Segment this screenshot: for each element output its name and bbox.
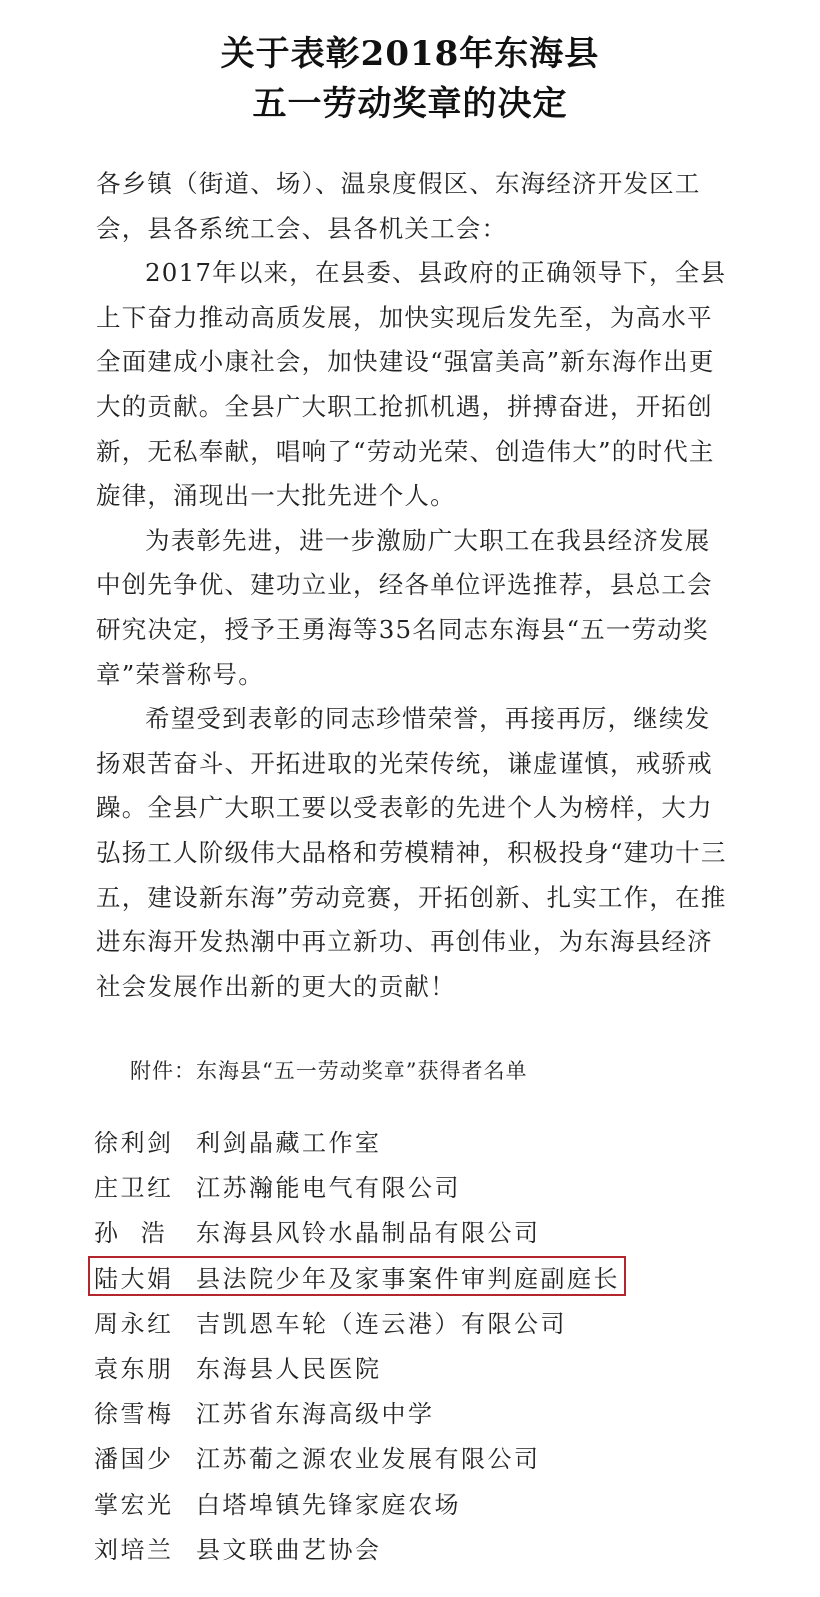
awardee-name: 潘国少 (94, 1445, 174, 1474)
awardee-unit: 江苏瀚能电气有限公司 (196, 1174, 461, 1203)
paragraph-3: 希望受到表彰的同志珍惜荣誉，再接再厉，继续发扬艰苦奋斗、开拓进取的光荣传统，谦虚谨慎，戒骄戒躁。全县广大职工要以受表彰的先进个人为榜样，大力弘扬工人阶级伟大品格和劳模精神，积极投身“建功十三五，建设新东海”劳动竞赛，开拓创新、扎实工作，在推进东海开发热潮中再立新功、再创伟业，为东海县经济社会发展作出新的更大的贡献！ (96, 704, 727, 1001)
awardee-unit: 东海县人民医院 (196, 1355, 382, 1384)
awardee-name: 刘培兰 (94, 1535, 174, 1564)
awardee-row (94, 1480, 654, 1525)
paragraph-1: 2017年以来，在县委、县政府的正确领导下，全县上下奋力推动高质发展，加快实现后发先至，为高水平全面建成小康社会，加快建设“强富美高”新东海作出更大的贡献。全县广大职工抢抓机遇，拼搏奋进，开拓创新，无私奉献，唱响了“劳动光荣、创造伟大”的时代主旋律，涌现出一大批先进个人。 (96, 258, 727, 511)
awardee-name: 陆大娟 (94, 1264, 174, 1293)
awardee-unit: 江苏葡之源农业发展有限公司 (196, 1445, 541, 1474)
awardee-row (94, 1434, 654, 1479)
document-title-line-1: 关于表彰2018年东海县 (220, 34, 600, 74)
awardee-unit: 江苏省东海高级中学 (196, 1400, 435, 1429)
awardee-name: 徐雪梅 (94, 1400, 174, 1429)
awardee-row (94, 1208, 654, 1253)
awardee-row (94, 1525, 654, 1570)
awardee-name: 庄卫红 (94, 1174, 174, 1203)
awardee-unit: 县文联曲艺协会 (196, 1535, 382, 1564)
awardee-name: 袁东朋 (94, 1355, 174, 1384)
awardee-row-highlighted (94, 1254, 654, 1299)
awardee-row (94, 1299, 654, 1344)
salutation: 各乡镇（街道、场）、温泉度假区、东海经济开发区工会，县各系统工会、县各机关工会： (96, 169, 701, 243)
document-title-line-2: 五一劳动奖章的决定 (252, 84, 568, 124)
awardee-row (94, 1389, 654, 1434)
awardee-unit: 东海县风铃水晶制品有限公司 (196, 1219, 541, 1248)
awardee-list (94, 1118, 654, 1570)
awardee-unit: 利剑晶藏工作室 (196, 1129, 382, 1158)
awardee-name: 徐利剑 (94, 1129, 174, 1158)
awardee-unit: 吉凯恩车轮（连云港）有限公司 (196, 1309, 567, 1338)
awardee-unit: 县法院少年及家事案件审判庭副庭长 (196, 1264, 620, 1293)
document-body (96, 162, 736, 1009)
awardee-row (94, 1163, 654, 1208)
awardee-name: 孙 浩 (94, 1219, 168, 1248)
attachment-title: 附件：东海县“五一劳动奖章”获得者名单 (130, 1059, 528, 1083)
awardee-name: 周永红 (94, 1309, 174, 1338)
awardee-name: 掌宏光 (94, 1490, 174, 1519)
paragraph-2: 为表彰先进，进一步激励广大职工在我县经济发展中创先争优、建功立业，经各单位评选推荐，县总工会研究决定，授予王勇海等35名同志东海县“五一劳动奖章”荣誉称号。 (96, 525, 713, 689)
awardee-row (94, 1118, 654, 1163)
awardee-row (94, 1344, 654, 1389)
awardee-unit: 白塔埠镇先锋家庭农场 (196, 1490, 461, 1519)
